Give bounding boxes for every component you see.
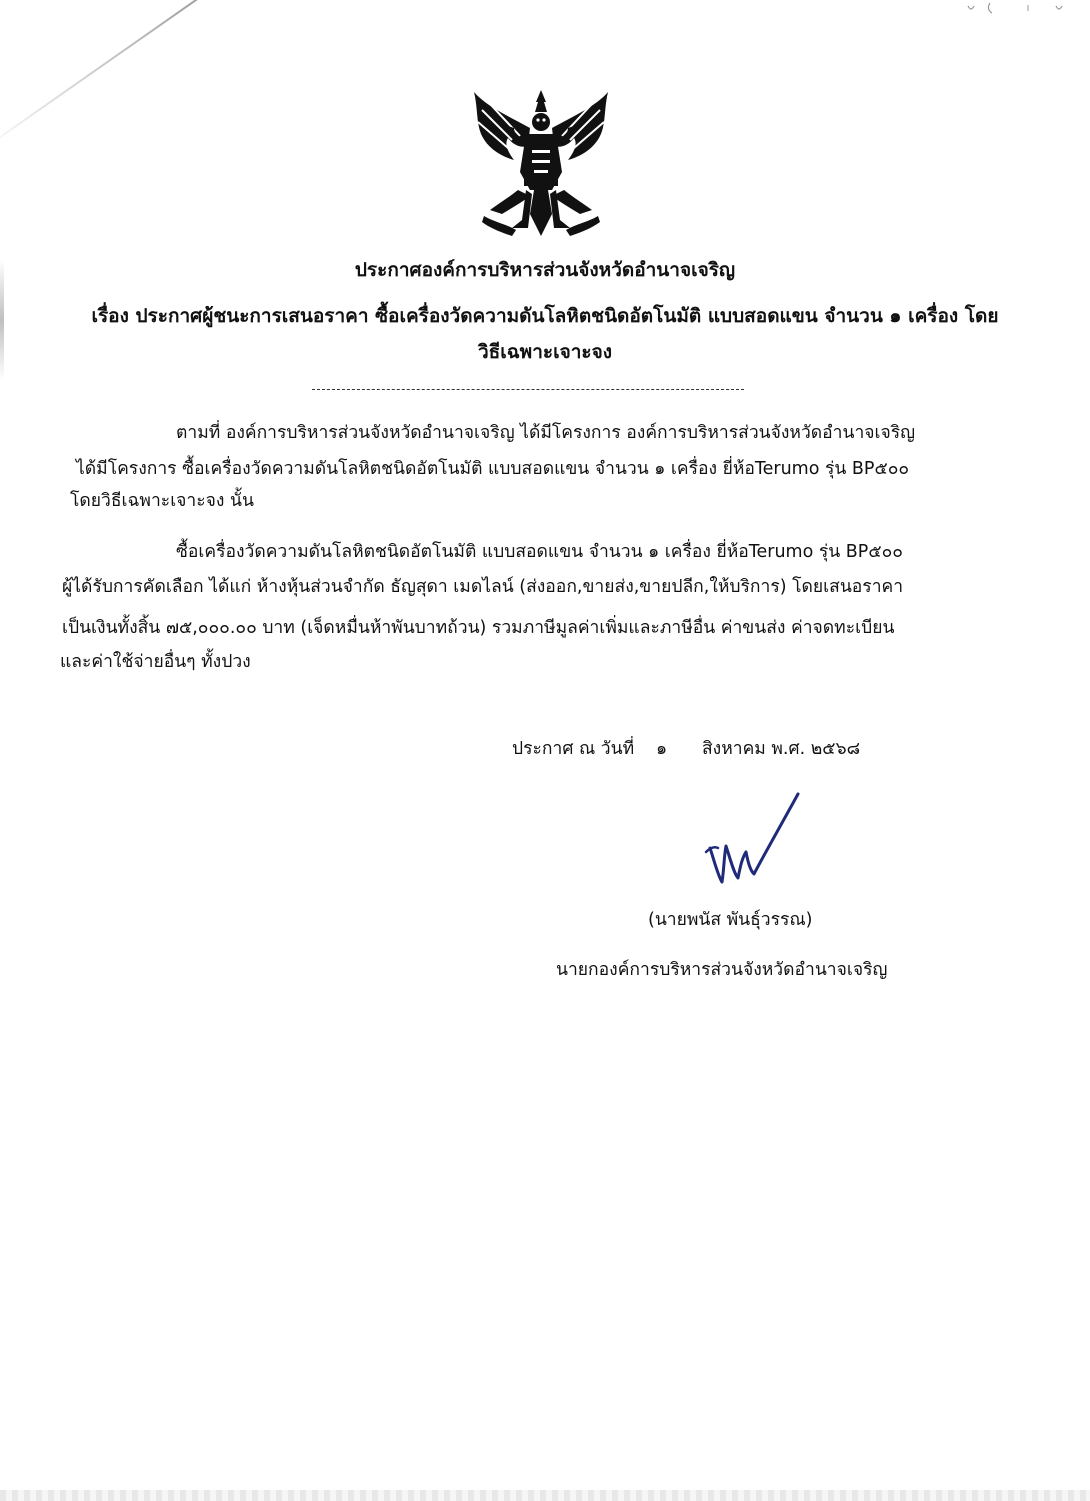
scan-artifact-edge [0,260,4,380]
signature-image [700,790,810,890]
document-title: ประกาศองค์การบริหารส่วนจังหวัดอำนาจเจริญ [354,259,736,281]
signatory-position: นายกองค์การบริหารส่วนจังหวัดอำนาจเจริญ [556,960,888,980]
announcement-day: ๑ [656,739,668,759]
scan-artifact-bottom [0,1490,1090,1501]
signatory-name: (นายพนัส พันธุ์วรรณ) [648,910,813,930]
announcement-date-prefix: ประกาศ ณ วันที่ [512,739,635,759]
scan-artifact-line [0,0,260,152]
document-subject-continued: วิธีเฉพาะเจาะจง [477,341,612,363]
garuda-emblem-icon [468,86,614,246]
paragraph-1-line-1: ตามที่ องค์การบริหารส่วนจังหวัดอำนาจเจริญ ได้มีโครงการ องค์การบริหารส่วนจังหวัดอำนาจเจริญ [176,423,916,443]
paragraph-2-line-4: และค่าใช้จ่ายอื่นๆ ทั้งปวง [60,652,251,672]
document-subject: เรื่อง ประกาศผู้ชนะการเสนอราคา ซื้อเครื่องวัดความดันโลหิตชนิดอัตโนมัติ แบบสอดแขน จำนวน ๑ เครื่อง โดย [91,305,999,327]
paragraph-2-line-2: ผู้ได้รับการคัดเลือก ได้แก่ ห้างหุ้นส่วนจำกัด ธัญสุดา เมดไลน์ (ส่งออก,ขายส่ง,ขายปลีก,ให้บริการ) โดยเสนอราคา [62,577,904,597]
scan-corner-marks [960,0,1080,20]
paragraph-2-line-1: ซื้อเครื่องวัดความดันโลหิตชนิดอัตโนมัติ แบบสอดแขน จำนวน ๑ เครื่อง ยี่ห้อTerumo รุ่น BP๕๐๐ [176,542,903,562]
paragraph-2-line-3: เป็นเงินทั้งสิ้น ๗๕,๐๐๐.๐๐ บาท (เจ็ดหมื่นห้าพันบาทถ้วน) รวมภาษีมูลค่าเพิ่มและภาษีอื่น ค่าขนส่ง ค่าจดทะเบียน [62,618,895,638]
paragraph-1-line-3: โดยวิธีเฉพาะเจาะจง นั้น [70,491,254,511]
paragraph-1-line-2: ได้มีโครงการ ซื้อเครื่องวัดความดันโลหิตชนิดอัตโนมัติ แบบสอดแขน จำนวน ๑ เครื่อง ยี่ห้อTerumo รุ่น BP๕๐๐ [76,459,910,479]
announcement-month-year: สิงหาคม พ.ศ. ๒๕๖๘ [702,739,861,759]
title-separator [312,389,744,390]
